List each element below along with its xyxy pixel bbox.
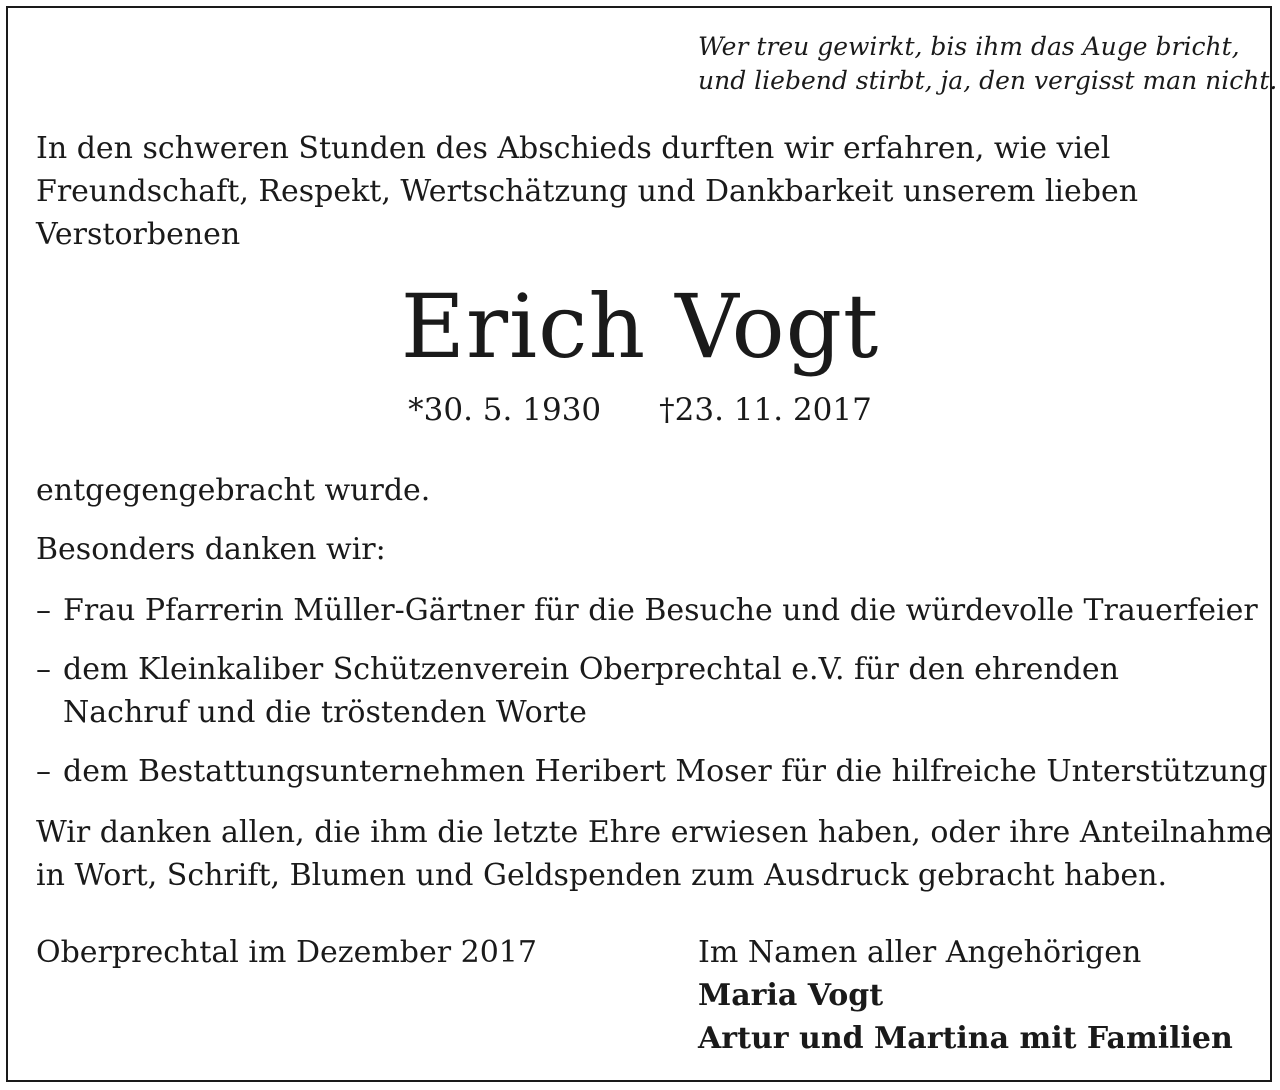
intro-line-2: Freundschaft, Respekt, Wertschätzung und Dankbarkeit unserem lieben	[36, 174, 1139, 209]
death-date: †23. 11. 2017	[659, 392, 872, 428]
thanks-item-1: Frau Pfarrerin Müller-Gärtner für die Besuche und die würdevolle Trauerfeier	[63, 593, 1258, 628]
dash-bullet: –	[36, 754, 51, 789]
thanks-item-text	[63, 589, 1258, 632]
thanks-item-3: dem Bestattungsunternehmen Heribert Moser für die hilfreiche Unterstützung	[63, 754, 1268, 789]
motto-line-1: Wer treu gewirkt, bis ihm das Auge bricht,	[698, 32, 1240, 61]
intro-paragraph	[36, 127, 1246, 256]
thanks-heading: Besonders danken wir:	[36, 532, 386, 567]
birth-date: *30. 5. 1930	[408, 392, 602, 428]
closing-line-2: in Wort, Schrift, Blumen und Geldspenden zum Ausdruck gebracht haben.	[36, 858, 1168, 893]
thanks-item-2-line-2: Nachruf und die tröstenden Worte	[63, 695, 587, 730]
deceased-name: Erich Vogt	[400, 275, 880, 378]
intro-line-1: In den schweren Stunden des Abschieds durften wir erfahren, wie viel	[36, 131, 1111, 166]
signer-name-1: Maria Vogt	[698, 978, 884, 1013]
thanks-item-text	[63, 648, 1119, 734]
closing-paragraph	[36, 811, 1273, 897]
thanks-item-2-line-1: dem Kleinkaliber Schützenverein Oberprechtal e.V. für den ehrenden	[63, 652, 1119, 687]
motto-verse	[698, 30, 1278, 98]
closing-line-1: Wir danken allen, die ihm die letzte Ehre erwiesen haben, oder ihre Anteilnahme	[36, 815, 1273, 850]
intro-line-3: Verstorbenen	[36, 217, 241, 252]
place-date: Oberprechtal im Dezember 2017	[36, 935, 537, 970]
life-dates	[0, 388, 1280, 432]
signature-intro: Im Namen aller Angehörigen	[698, 935, 1142, 970]
motto-line-2: und liebend stirbt, ja, den vergisst man nicht.	[698, 66, 1278, 95]
dash-bullet: –	[36, 593, 51, 628]
dash-bullet: –	[36, 652, 51, 687]
signer-name-2: Artur und Martina mit Familien	[698, 1021, 1233, 1056]
signature-block	[698, 931, 1233, 1060]
thanks-item-text	[63, 750, 1268, 793]
after-name-text: entgegengebracht wurde.	[36, 473, 431, 508]
